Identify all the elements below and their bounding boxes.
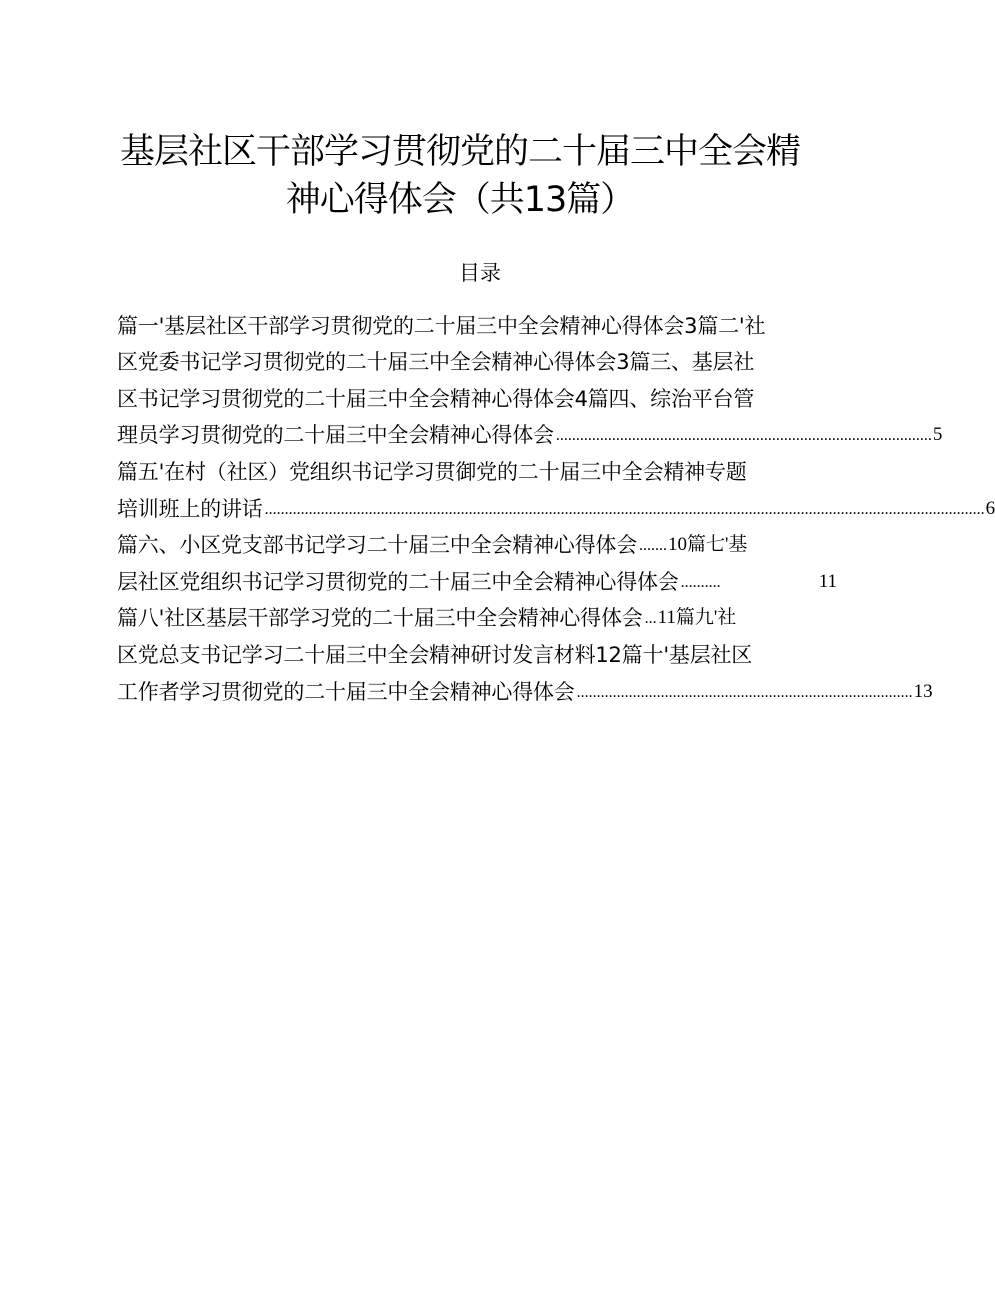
toc-dot-leader: .............................................................................................. [555, 427, 932, 445]
toc-line[interactable] [117, 560, 837, 597]
document-title [100, 128, 820, 224]
toc-entry-text: 层社区党组织书记学习贯彻党的二十届三中全会精神心得体会 [117, 569, 679, 594]
table-of-contents [117, 304, 995, 707]
toc-heading: 目录 [459, 261, 501, 285]
toc-page-number: 11 [818, 570, 837, 592]
toc-line[interactable] [117, 450, 837, 487]
toc-entry-text: 区党总支书记学习二十届三中全会精神研讨发言材料12篇十'基层社区 [117, 642, 753, 667]
toc-dot-leader: .......... [680, 573, 721, 591]
toc-page-number: 6 [985, 497, 995, 519]
toc-entry-text: 工作者学习贯彻党的二十届三中全会精神心得体会 [117, 679, 575, 704]
toc-entry-text: 篇六、小区党支部书记学习二十届三中全会精神心得体会 [117, 533, 637, 558]
toc-entry-text: 理员学习贯彻党的二十届三中全会精神心得体会 [117, 423, 554, 448]
toc-line[interactable] [117, 524, 837, 561]
toc-entry-text: 篇一'基层社区干部学习贯彻党的二十届三中全会精神心得体会3篇二'社 [117, 313, 766, 338]
toc-line[interactable] [117, 670, 933, 707]
title-line-1: 基层社区干部学习贯彻党的二十届三中全会精 [119, 132, 800, 172]
toc-entry-text: 区书记学习贯彻党的二十届三中全会精神心得体会4篇四、综治平台管 [117, 386, 755, 411]
toc-entry-text: 篇五'在村（社区）党组织书记学习贯御党的二十届三中全会精神专题 [117, 459, 747, 484]
toc-page-number: 13 [913, 680, 933, 702]
toc-dot-leader: .................................................................................... [576, 683, 913, 701]
toc-dot-leader: .................................................................................................................................................................................... [264, 500, 985, 518]
toc-line[interactable] [117, 341, 837, 378]
toc-page-number: 10篇七'基 [668, 534, 748, 556]
toc-entry-text: 区党委书记学习贯彻党的二十届三中全会精神心得体会3篇三、基层社 [117, 350, 755, 375]
toc-line[interactable] [117, 597, 837, 634]
toc-entry-text: 篇八'社区基层干部学习党的二十届三中全会精神心得体会 [117, 606, 643, 631]
toc-line[interactable] [117, 414, 943, 451]
toc-page-number: 11篇九'社 [657, 607, 737, 629]
toc-dot-leader: ... [644, 610, 657, 628]
toc-entry-text: 培训班上的讲话 [117, 496, 263, 521]
toc-line[interactable] [117, 487, 995, 524]
title-line-2: 神心得体会（共13篇） [285, 180, 635, 220]
toc-dot-leader: ....... [639, 537, 667, 555]
toc-line[interactable] [117, 633, 837, 670]
toc-line[interactable] [117, 377, 837, 414]
toc-page-number: 5 [932, 424, 943, 446]
toc-line[interactable] [117, 304, 837, 341]
